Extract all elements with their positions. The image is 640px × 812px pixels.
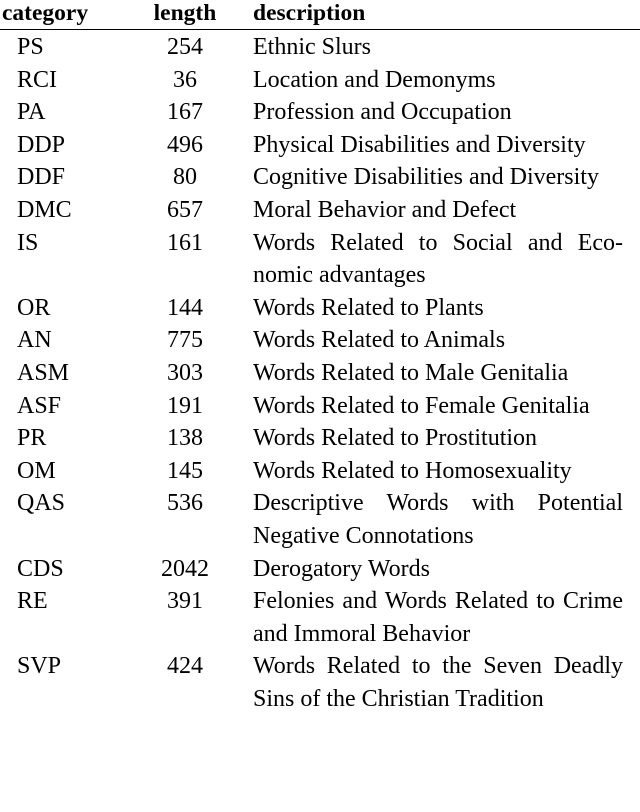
table-row: [0, 553, 640, 586]
category-cell: QAS: [17, 490, 66, 517]
description-cell: Words Related to Homosexuality: [253, 457, 572, 484]
category-cell: SVP: [17, 653, 62, 680]
table-row: [0, 194, 640, 227]
description-cell: Words Related to Animals: [253, 327, 506, 354]
length-cell: 657: [167, 196, 203, 223]
table-row: [0, 129, 640, 162]
length-cell: 80: [173, 164, 197, 191]
description-cell: Ethnic Slurs: [253, 34, 371, 60]
table-row: [0, 227, 640, 292]
header-length: length: [153, 0, 217, 26]
description-cell: Derogatory Words: [253, 555, 430, 582]
table-row: [0, 292, 640, 325]
length-cell: 161: [167, 229, 203, 256]
description-cell: Felonies and Words Related to Crime and Immoral Behavior: [253, 588, 623, 647]
category-cell: AN: [17, 327, 52, 354]
category-cell: IS: [17, 229, 39, 256]
description-cell: Physical Disabilities and Diversity: [253, 131, 586, 158]
table-row: [0, 455, 640, 488]
category-cell: OR: [17, 294, 51, 321]
length-cell: 254: [167, 34, 203, 60]
header-row: [0, 0, 640, 26]
category-cell: CDS: [17, 555, 64, 582]
category-cell: DDF: [17, 164, 66, 191]
category-cell: DMC: [17, 196, 72, 223]
category-cell: DDP: [17, 131, 66, 158]
length-cell: 191: [167, 392, 203, 419]
header-category: category: [2, 0, 89, 26]
category-cell: ASF: [17, 392, 62, 419]
category-cell: RE: [17, 588, 48, 615]
category-cell: RCI: [17, 66, 58, 93]
table-row: [0, 390, 640, 423]
description-cell: Location and Demonyms: [253, 66, 496, 93]
description-cell: Descriptive Words with Potential Negative Connotations: [253, 490, 623, 549]
category-cell: PS: [17, 34, 44, 60]
table-row: [0, 487, 640, 552]
table-row: [0, 161, 640, 194]
table-row: [0, 64, 640, 97]
length-cell: 144: [167, 294, 203, 321]
description-cell: Words Related to Social and Economic advantages: [253, 229, 623, 289]
description-cell: Words Related to Male Genitalia: [253, 359, 569, 386]
header-description: description: [253, 0, 366, 26]
length-cell: 167: [167, 99, 203, 126]
length-cell: 536: [167, 490, 203, 517]
length-cell: 36: [173, 66, 197, 93]
table-body: [0, 31, 640, 715]
category-cell: PR: [17, 425, 47, 452]
description-cell: Words Related to Plants: [253, 294, 484, 321]
category-cell: PA: [17, 99, 46, 126]
length-cell: 138: [167, 425, 203, 452]
description-cell: Profession and Occupation: [253, 99, 512, 126]
table-header: [0, 0, 640, 31]
description-cell: Moral Behavior and Defect: [253, 196, 517, 223]
length-cell: 775: [167, 327, 203, 354]
description-cell: Cognitive Disabilities and Diversity: [253, 164, 599, 191]
table-row: [0, 585, 640, 650]
category-cell: OM: [17, 457, 56, 484]
length-cell: 2042: [161, 555, 209, 582]
table-row: [0, 31, 640, 64]
description-cell: Words Related to the Seven Deadly Sins of the Christian Tradition: [253, 653, 623, 712]
table-row: [0, 96, 640, 129]
description-cell: Words Related to Prostitution: [253, 425, 538, 452]
category-cell: ASM: [17, 359, 70, 386]
length-cell: 145: [167, 457, 203, 484]
length-cell: 496: [167, 131, 203, 158]
table-row: [0, 422, 640, 455]
length-cell: 303: [167, 359, 203, 386]
table-row: [0, 650, 640, 715]
length-cell: 391: [167, 588, 203, 615]
description-cell: Words Related to Female Genitalia: [253, 392, 590, 419]
table-row: [0, 357, 640, 390]
length-cell: 424: [167, 653, 203, 680]
table-row: [0, 324, 640, 357]
